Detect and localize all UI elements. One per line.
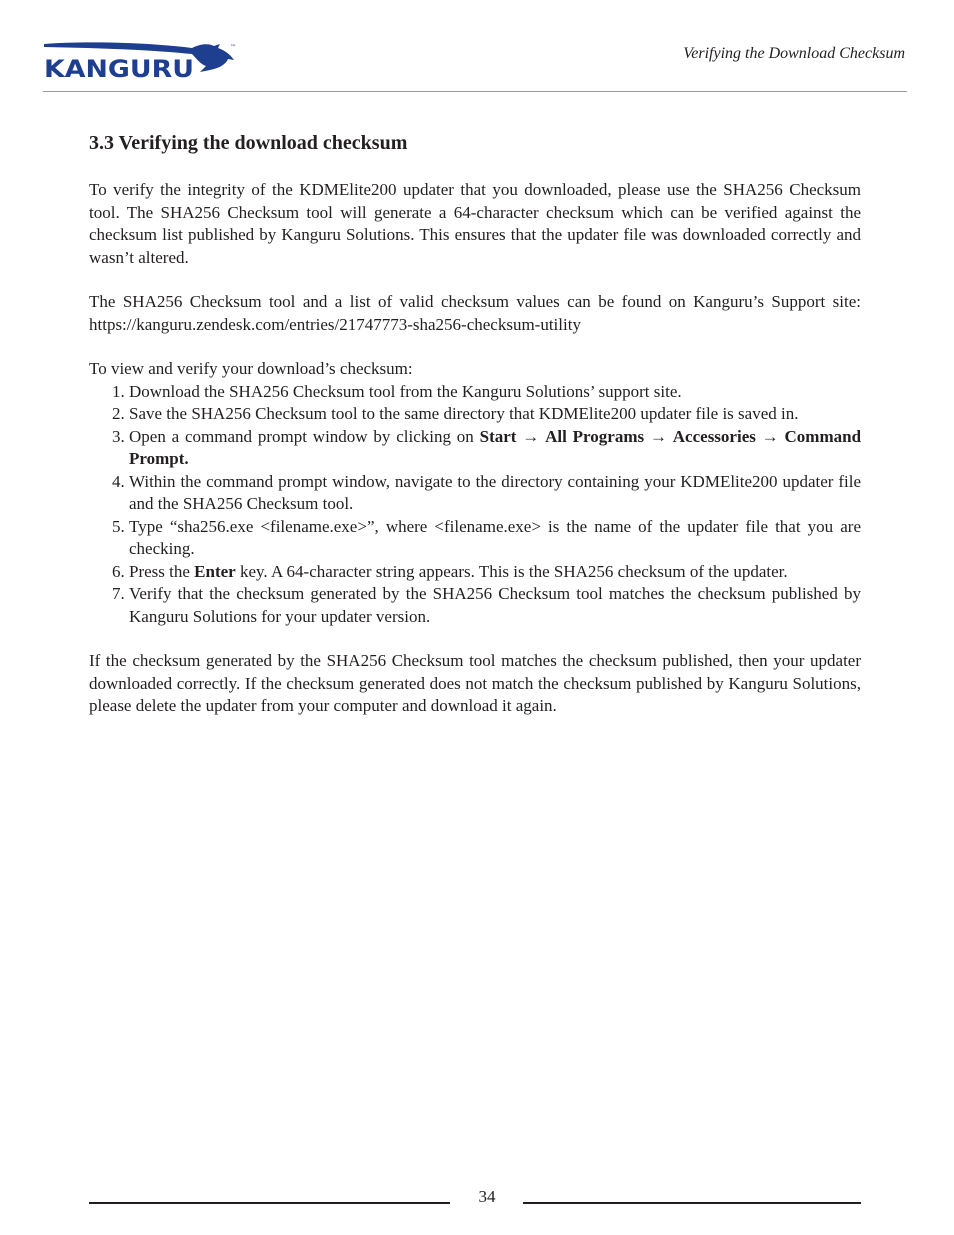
running-title: Verifying the Download Checksum (683, 45, 905, 62)
logo-wordmark: KANGURU (44, 55, 194, 80)
steps-intro: To view and verify your download’s checksum: (89, 359, 413, 378)
step-3-arrow-1: → (516, 426, 546, 446)
footer-rule-right (523, 1202, 861, 1204)
step-3-command-prompt: Command Prompt. (129, 426, 862, 468)
footer-rule-left (89, 1202, 450, 1204)
step-2: 2. Save the SHA256 Checksum tool to the same directory that KDMElite200 updater file is saved in. (129, 403, 861, 426)
step-3-text: Open a command prompt window by clicking on (129, 426, 480, 446)
header-divider (43, 91, 907, 92)
conclusion-paragraph: If the checksum generated by the SHA256 Checksum tool matches the checksum published, then your updater downloaded correctly. If the checksum generated does not match the checksum published by Kanguru Solutions, please delete the updater from your computer and download it again. (89, 651, 861, 715)
step-3 (129, 426, 861, 471)
intro-paragraph: To verify the integrity of the KDMElite200 updater that you downloaded, please use the SHA256 Checksum tool. The SHA256 Checksum tool will generate a 64-character checksum which can be verified against the checksum list published by Kanguru Solutions. This ensures that the updater file was downloaded correctly and wasn’t altered. (89, 180, 861, 267)
step-7: 7. Verify that the checksum generated by the SHA256 Checksum tool matches the checksum published by Kanguru Solutions for your updater version. (129, 583, 861, 628)
page-number: 34 (478, 1187, 496, 1206)
step-1: 1. Download the SHA256 Checksum tool from the Kanguru Solutions’ support site. (129, 381, 861, 404)
document-body (89, 130, 861, 740)
step-3-accessories: Accessories (672, 426, 756, 446)
step-3-arrow-2: → (644, 426, 673, 446)
step-5: 5. Type “sha256.exe <filename.exe>”, where <filename.exe> is the name of the updater file that you are checking. (129, 516, 861, 561)
logo-trademark: ™ (230, 44, 236, 51)
steps-list (89, 381, 861, 629)
step-4: 4. Within the command prompt window, navigate to the directory containing your KDMElite200 updater file and the SHA256 Checksum tool. (129, 471, 861, 516)
step-3-all-programs: All Programs (545, 426, 645, 446)
kanguru-logo (42, 40, 240, 80)
step-6-text-post: key. A 64-character string appears. This is the SHA256 checksum of the updater. (235, 561, 788, 581)
step-3-arrow-3: → (755, 426, 785, 446)
support-site-paragraph: The SHA256 Checksum tool and a list of valid checksum values can be found on Kanguru’s Support site: https://kanguru.zendesk.com/entries/21747773-sha256-checksum-utility (89, 292, 861, 334)
step-6-text-pre: Press the (129, 561, 195, 581)
section-heading: 3.3 Verifying the download checksum (89, 132, 408, 154)
step-3-start: Start (479, 426, 517, 446)
step-6-enter: Enter (194, 561, 236, 581)
step-6 (129, 561, 861, 584)
